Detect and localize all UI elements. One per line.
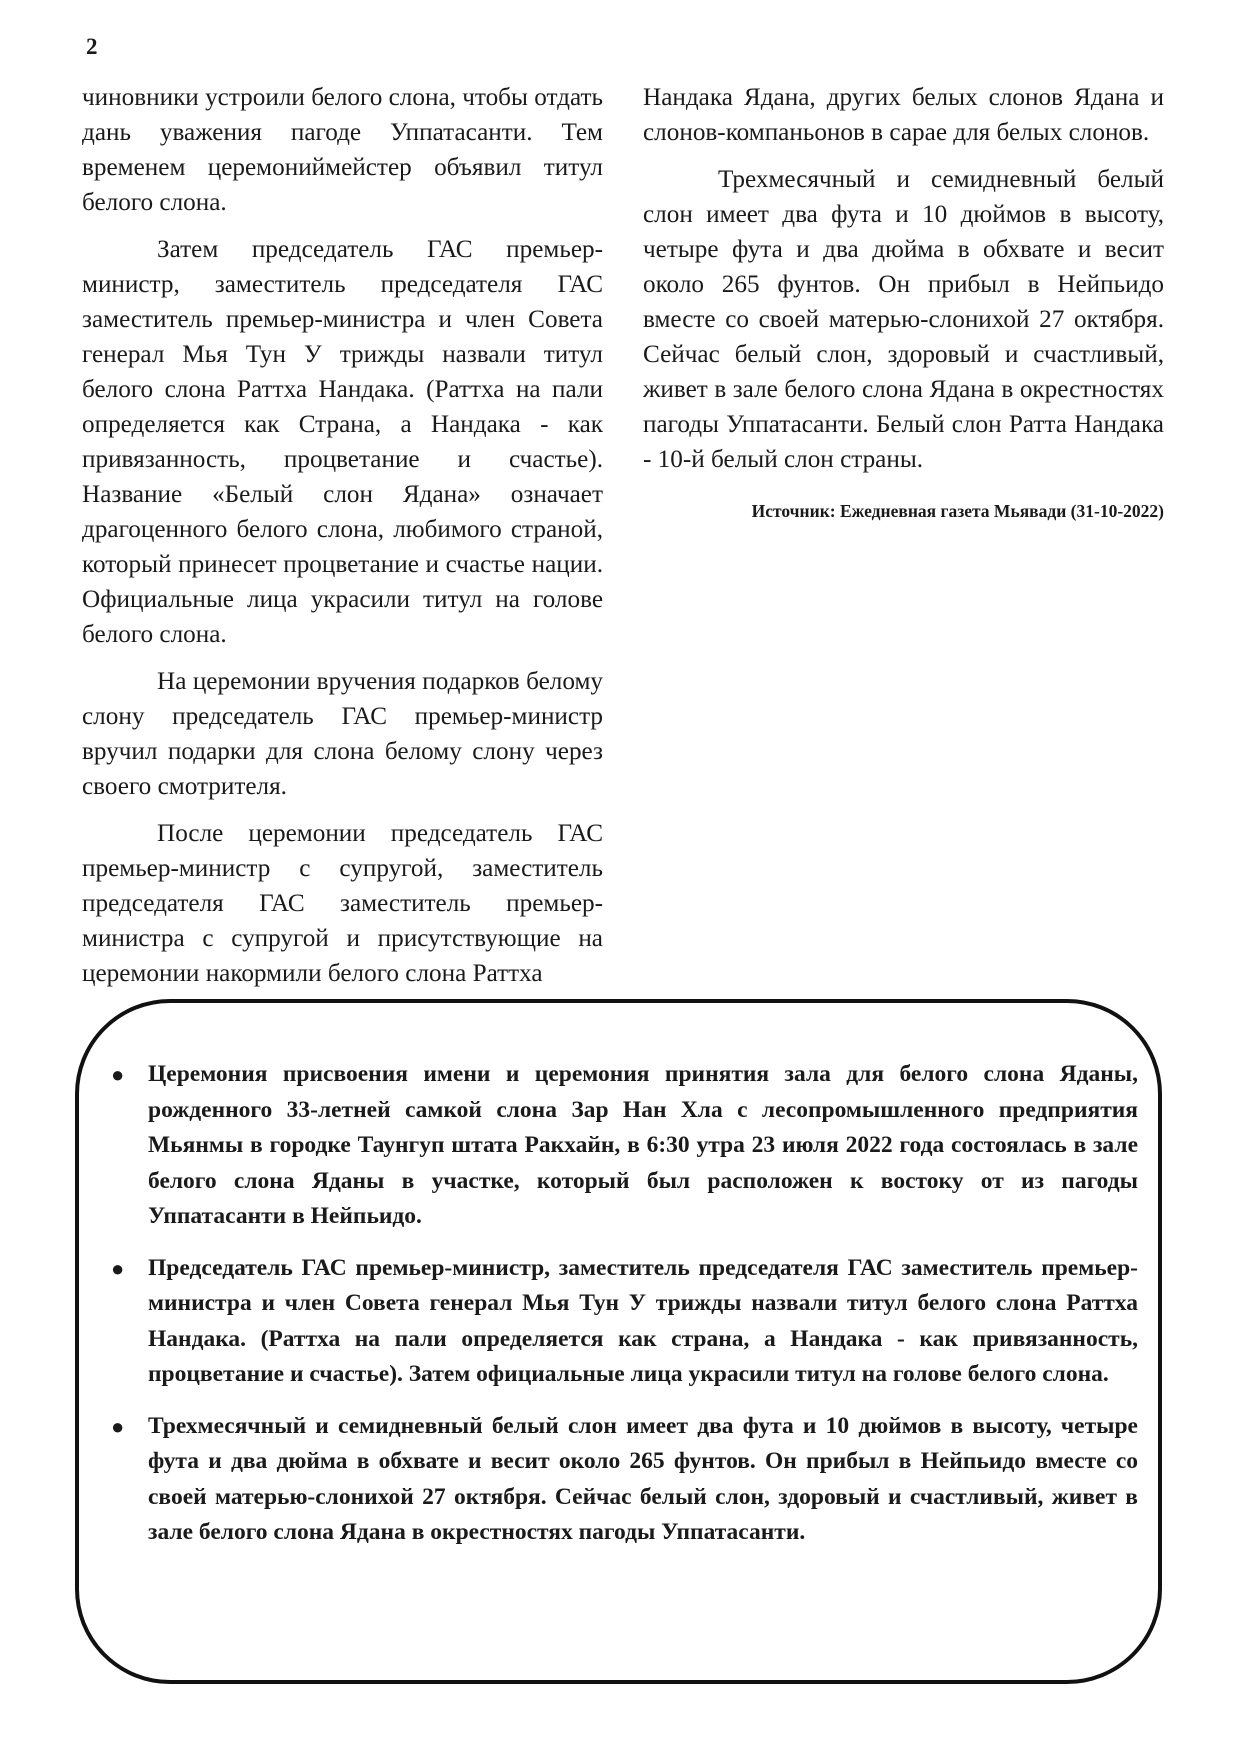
summary-bullet-item (111, 1057, 1138, 1235)
bullet-icon: ● (111, 1062, 125, 1087)
summary-bullet-item (111, 1409, 1138, 1551)
paragraph: После церемонии председатель ГАС премьер-министр с супругой, заместитель председателя ГАС заместитель премьер-министра с супругой и присутствующие на церемонии накормили белого слона Раттха (82, 820, 603, 987)
summary-bullet-text: Церемония присвоения имени и церемония принятия зала для белого слона Яданы, рожденного 33-летней самкой слона Зар Нан Хла с лесопромышленного предприятия Мьянмы в городке Таунгуп штата Ракхайн, в 6:30 утра 23 июля 2022 года состоялась в зале белого слона Яданы в участке, который был расположен к востоку от из пагоды Уппатасанти в Нейпьидо. (148, 1061, 1138, 1229)
paragraph: чиновники устроили белого слона, чтобы отдать дань уважения пагоде Уппатасанти. Тем временем церемониймейстер объявил титул белого слона. (82, 84, 603, 216)
bullet-icon: ● (111, 1413, 125, 1439)
paragraph: Трехмесячный и семидневный белый слон имеет два фута и 10 дюймов в высоту, четыре фута и два дюйма в обхвате и весит около 265 фунтов. Он прибыл в Нейпьидо вместе со своей матерью-слонихой 27 октября. Сейчас белый слон, здоровый и счастливый, живет в зале белого слона Ядана в окрестностях пагоды Уппатасанти. Белый слон Ратта Нандака - 10-й белый слон страны. (643, 166, 1164, 473)
bullet-icon: ● (111, 1255, 125, 1281)
source-citation: Источник: Ежедневная газета Мьявади (31-10-2022) (751, 501, 1164, 521)
page-number: 2 (86, 34, 98, 59)
summary-bullet-text: Трехмесячный и семидневный белый слон имеет два фута и 10 дюймов в высоту, четыре фута и два дюйма в обхвате и весит около 265 фунтов. Он прибыл в Нейпьидо вместе со своей матерью-слонихой 27 октября. Сейчас белый слон, здоровый и счастливый, живет в зале белого слона Ядана в окрестностях пагоды Уппатасанти. (148, 1412, 1138, 1545)
summary-bullet-text: Председатель ГАС премьер-министр, заместитель председателя ГАС заместитель премьер-министра и член Совета генерал Мья Тун У трижды назвали титул белого слона Раттха Нандака. (Раттха на пали определяется как страна, а Нандака - как привязанность, процветание и счастье). Затем официальные лица украсили титул на голове белого слона. (148, 1254, 1138, 1387)
summary-list (111, 1057, 1138, 1567)
paragraph: Затем председатель ГАС премьер-министр, заместитель председателя ГАС заместитель премьер-министра и член Совета генерал Мья Тун У трижды назвали титул белого слона Раттха Нандака. (Раттха на пали определяется как Страна, а Нандака - как привязанность, процветание и счастье). Название «Белый слон Ядана» означает драгоценного белого слона, любимого страной, который принесет процветание и счастье нации. Официальные лица украсили титул на голове белого слона. (82, 236, 603, 648)
left-column (82, 80, 603, 1003)
right-column (643, 80, 1164, 523)
paragraph: Нандака Ядана, других белых слонов Ядана и слонов-компаньонов в сарае для белых слонов. (643, 84, 1164, 146)
summary-bullet-item (111, 1251, 1138, 1393)
paragraph: На церемонии вручения подарков белому слону председатель ГАС премьер-министр вручил подарки для слона белому слону через своего смотрителя. (82, 668, 603, 800)
